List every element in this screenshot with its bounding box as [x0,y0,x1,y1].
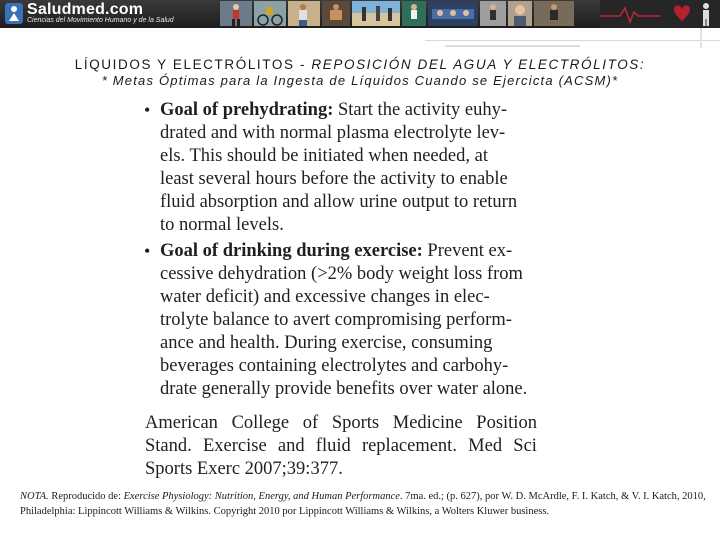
slide-title: LÍQUIDOS Y ELECTRÓLITOS - REPOSICIÓN DEL AGUA Y ELECTRÓLITOS: [74,57,646,72]
text-line: trolyte balance to avert compromising perform- [160,310,512,330]
text-line: ance and health. During exercise, consuming [160,333,493,353]
header-banner [0,0,720,28]
bullet-icon: • [144,241,151,261]
slide-title-italic: REPOSICIÓN DEL AGUA Y ELECTRÓLITOS: [311,57,646,72]
decorative-line [425,40,720,41]
text-line: water deficit) and excessive changes in elec- [160,287,490,307]
brand-tagline: Ciencias del Movimiento Humano y de la Salud [27,17,174,24]
text-line: drated and with normal plasma electrolyte lev- [160,123,506,143]
text-line: Goal of drinking during exercise: Prevent ex- [160,241,513,261]
text-line: drate generally provide benefits over water alone. [160,379,528,399]
portrait-photo [508,1,532,26]
decorative-line [445,45,580,47]
book-excerpt [140,96,540,482]
group-photo [428,1,478,26]
runner-photo [220,1,252,26]
brand-name: Saludmed.com [27,1,144,18]
silhouette-icon [696,1,716,27]
text-line: beverages containing electrolytes and carbohy- [160,356,509,376]
bodybuilder-photo [322,1,350,26]
saludmed-logo-icon [4,1,24,26]
bullet-icon: • [144,100,151,120]
slide-subtitle: * Metas Óptimas para la Ingesta de Líquidos Cuando se Ejercicta (ACSM)* [101,73,619,88]
text-line: els. This should be initiated when needed, at [160,146,488,166]
text-line: least several hours before the activity to enable [160,169,508,189]
text-line: to normal levels. [160,215,284,235]
cyclists-photo [254,1,286,26]
stretching-photo [480,1,506,26]
citation-line-2: Stand. Exercise and fluid replacement. Med Sci [145,436,537,456]
citation-line-1: American College of Sports Medicine Position [145,413,537,433]
beach-runners-photo [352,1,400,26]
source-note: NOTA. Reproducido de: Exercise Physiology: Nutrition, Energy, and Human Performance. 7ma. ed.; (p. 627), por W. D. McArdle, F. I. Katch, & V. I. Katch, 2010, Philadelphia: Lippincott Williams & Wilkins. Copyright 2010 por Lippincott Williams & Wilkins, a Wolters Kluwer business. [20,491,706,517]
book-title: Exercise Physiology: Nutrition, Energy, and Human Performance [123,491,400,502]
fitness-photo [288,1,320,26]
sprinter-photo [402,1,426,26]
decorative-bar [700,28,702,48]
note-label: NOTA. [20,491,49,502]
banner-right-panel [600,0,720,28]
athlete-photo [534,1,574,26]
text-line: cessive dehydration (>2% body weight loss from [160,264,523,284]
citation-line-3: Sports Exerc 2007;39:377. [145,459,343,479]
text-line: Goal of prehydrating: Start the activity euhy- [160,100,508,120]
text-line: fluid absorption and allow urine output to return [160,192,518,212]
